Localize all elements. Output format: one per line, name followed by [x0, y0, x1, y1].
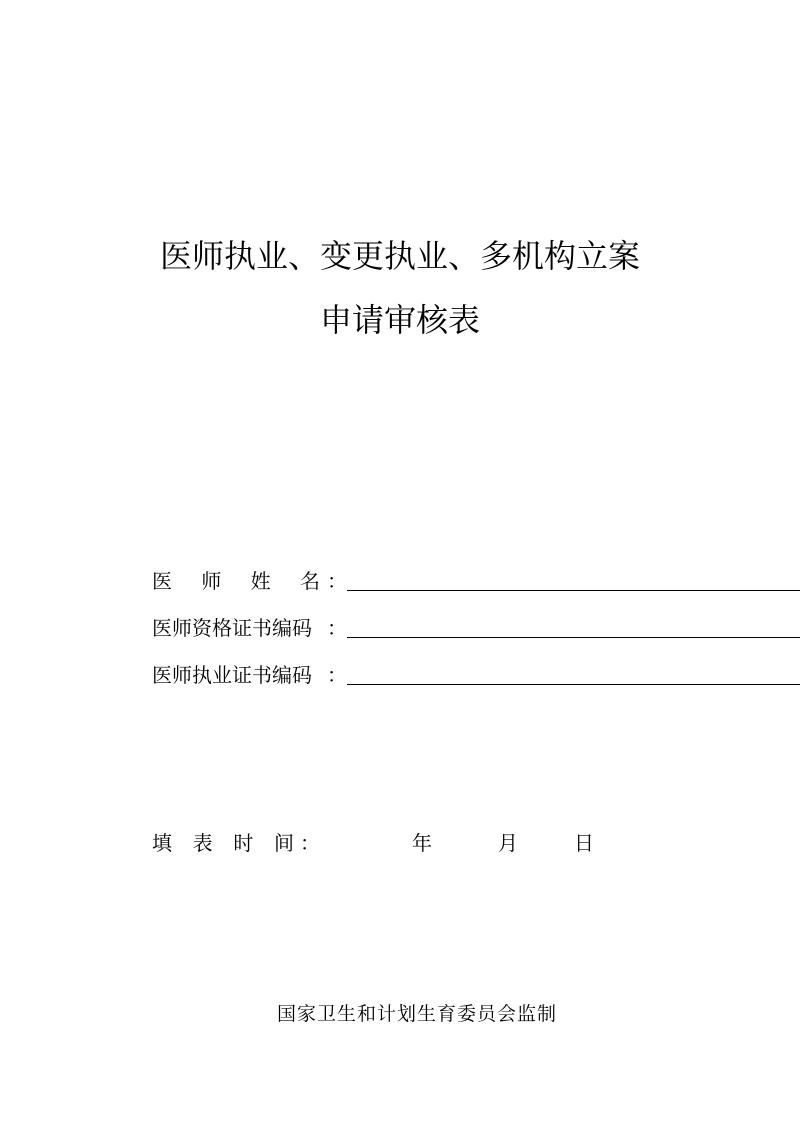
fill-date-label: 填 表 时 间 [152, 831, 294, 855]
practice-cert-label: 医师执业证书编码 [152, 663, 312, 687]
year-label: 年 [412, 831, 432, 855]
qualification-cert-label: 医师资格证书编码 [152, 616, 312, 640]
document-title-line-1: 医师执业、变更执业、多机构立案 [159, 237, 640, 275]
document-title-line-2: 申请审核表 [319, 301, 480, 339]
qualification-cert-field[interactable] [347, 637, 800, 638]
practice-cert-colon: ： [327, 663, 347, 687]
doctor-name-label: 医 师 姓 名 [152, 569, 320, 593]
fill-date-colon: ： [300, 831, 320, 855]
issuer-footer: 国家卫生和计划生育委员会监制 [276, 1003, 557, 1025]
qualification-cert-colon: ： [327, 616, 347, 640]
doctor-name-field[interactable] [347, 590, 800, 591]
month-label: 月 [498, 831, 518, 855]
day-label: 日 [574, 831, 594, 855]
doctor-name-colon: ： [327, 569, 347, 593]
fill-date-row [152, 828, 652, 858]
practice-cert-field[interactable] [347, 684, 800, 685]
